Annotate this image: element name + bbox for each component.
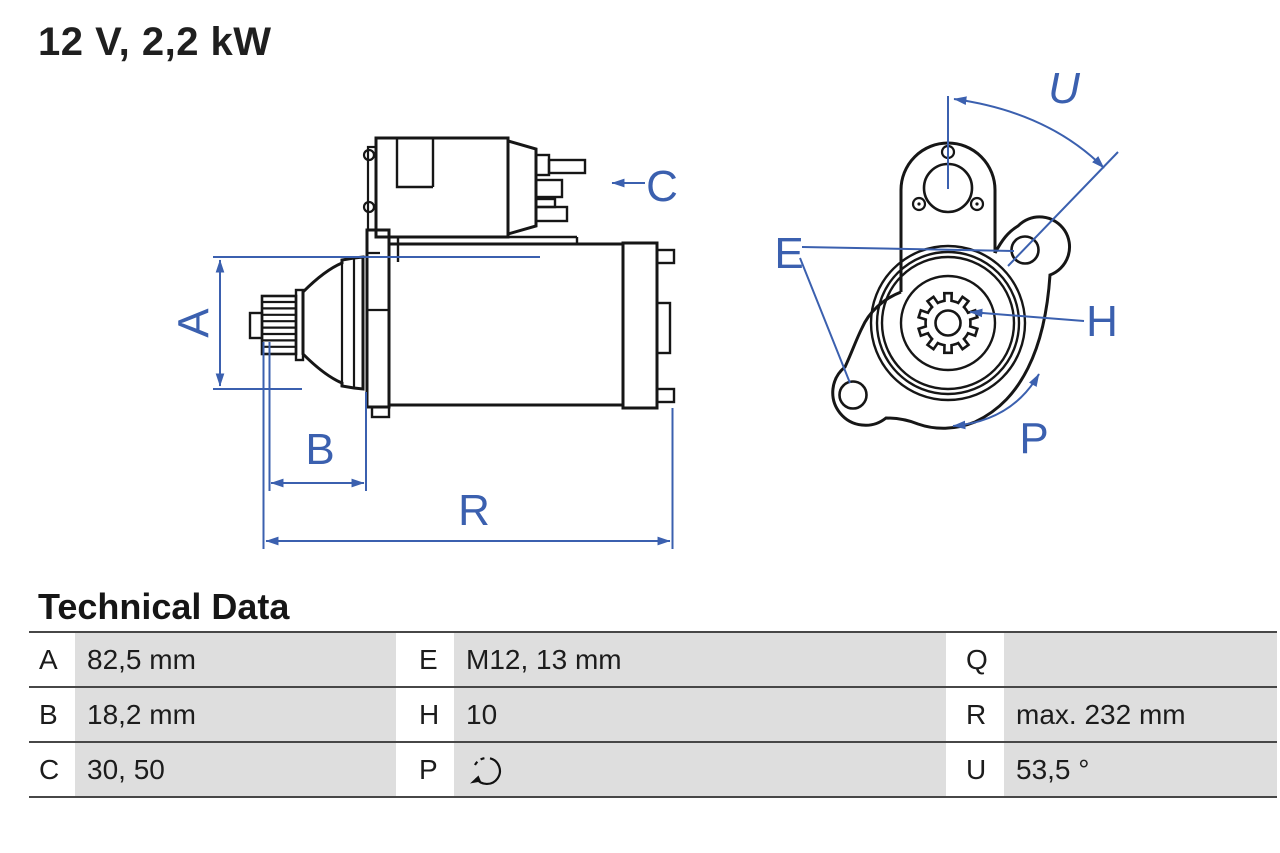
solenoid — [364, 138, 585, 237]
spec-key-c: C — [29, 743, 75, 796]
dim-label-h: H — [1086, 297, 1118, 346]
motor-body — [389, 243, 674, 408]
dim-label-b: B — [305, 425, 335, 474]
spec-key-q: Q — [946, 633, 1004, 686]
spec-key-e: E — [396, 633, 454, 686]
spec-key-u: U — [946, 743, 1004, 796]
spec-key-r: R — [946, 688, 1004, 741]
technical-data-table — [29, 631, 1277, 798]
dim-u-arc — [954, 99, 1104, 168]
page-title: 12 V, 2,2 kW — [38, 20, 272, 64]
dim-h-leader — [970, 312, 1084, 321]
spec-value-e: M12, 13 mm — [454, 633, 946, 686]
spec-value-r: max. 232 mm — [1004, 688, 1277, 741]
dim-label-u: U — [1048, 64, 1080, 113]
front-view — [833, 143, 1070, 428]
dim-label-a: A — [169, 308, 219, 338]
spec-value-h: 10 — [454, 688, 946, 741]
pinion-gear-side — [250, 257, 363, 389]
spec-value-q — [1004, 633, 1277, 686]
dim-label-r: R — [458, 486, 490, 535]
spec-value-p — [454, 743, 946, 796]
spec-value-b: 18,2 mm — [75, 688, 396, 741]
dim-u-reference-diagonal — [1008, 152, 1118, 266]
technical-data-heading: Technical Data — [38, 586, 290, 627]
table-row — [29, 686, 1277, 741]
table-row — [29, 633, 1277, 686]
dimension-labels — [170, 64, 1118, 535]
bearing-rings — [871, 246, 1025, 400]
pinion-teeth-hatch — [263, 302, 295, 347]
rotation-ccw-icon — [466, 749, 504, 789]
side-view — [250, 138, 674, 417]
spec-key-a: A — [29, 633, 75, 686]
flange-bolt-hole-bottom-left — [840, 382, 867, 409]
drive-end-flange — [367, 230, 389, 417]
table-row — [29, 741, 1277, 796]
dim-label-e: E — [774, 229, 804, 278]
dim-label-c: C — [646, 162, 678, 211]
dim-label-p: P — [1019, 414, 1049, 463]
front-gear-bore — [936, 311, 961, 336]
spec-key-b: B — [29, 688, 75, 741]
solenoid-bracket — [398, 237, 577, 262]
spec-value-u: 53,5 ° — [1004, 743, 1277, 796]
spec-key-p: P — [396, 743, 454, 796]
spec-value-a: 82,5 mm — [75, 633, 396, 686]
front-gear — [919, 293, 978, 353]
spec-value-c: 30, 50 — [75, 743, 396, 796]
spec-key-h: H — [396, 688, 454, 741]
